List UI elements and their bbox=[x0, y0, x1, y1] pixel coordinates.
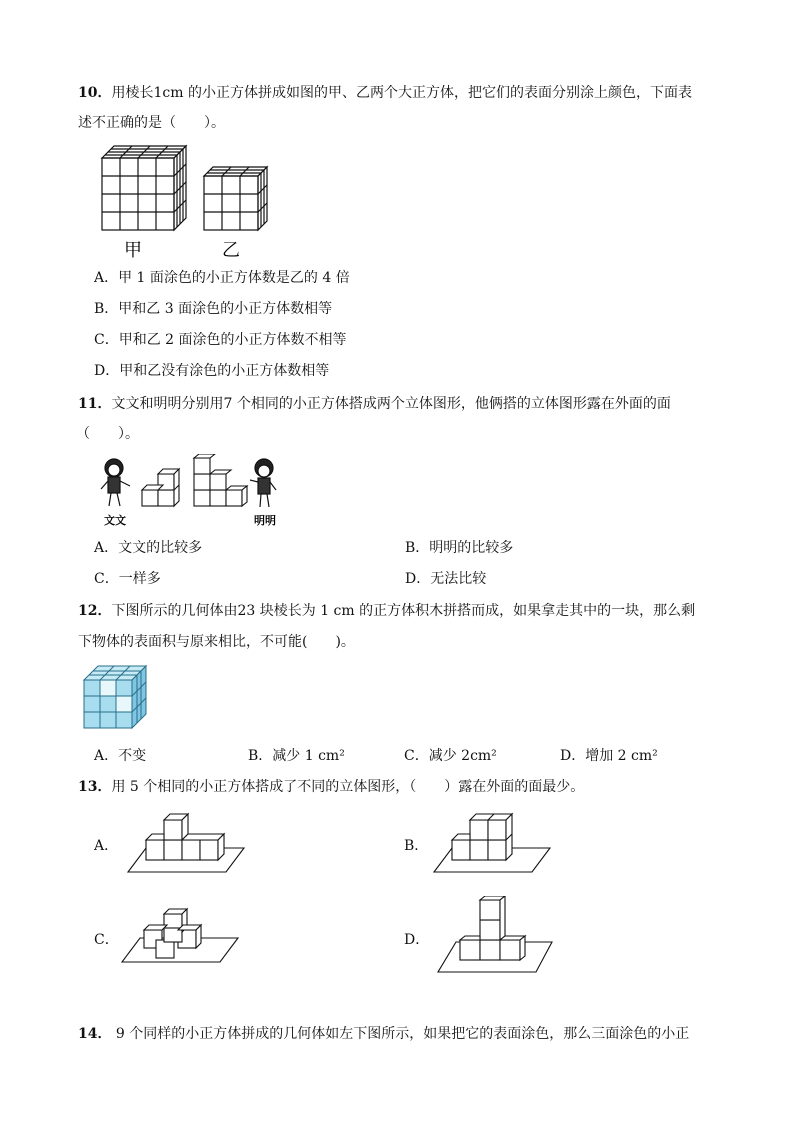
q11-option-c: C．一样多 bbox=[94, 571, 161, 587]
q10-line1 bbox=[78, 83, 692, 103]
q13-option-c-label: C． bbox=[94, 932, 119, 948]
girl-icon bbox=[101, 459, 130, 506]
q13-option-b-label: B． bbox=[404, 838, 429, 854]
q13-line1 bbox=[78, 777, 584, 797]
q11-line2: （ ）。 bbox=[76, 426, 139, 442]
q12-option-d: D．增加 2 cm² bbox=[560, 748, 658, 764]
q12-option-c: C．减少 2cm² bbox=[404, 748, 497, 764]
q11-option-b: B．明明的比较多 bbox=[405, 540, 514, 556]
q10-option-b: B．甲和乙 3 面涂色的小正方体数相等 bbox=[94, 301, 333, 317]
q12-stem: 下图所示的几何体由23 块棱长为 1 cm 的正方体积木拼搭而成，如果拿走其中的一块，那么剩 bbox=[111, 603, 696, 619]
q10-line2: 述不正确的是（ ）。 bbox=[78, 115, 225, 131]
q11-figure bbox=[96, 454, 286, 532]
q14-number: 14． bbox=[78, 1026, 112, 1042]
q13-option-d-label: D． bbox=[404, 932, 430, 948]
q10-option-a: A．甲 1 面涂色的小正方体数是乙的 4 倍 bbox=[94, 270, 350, 286]
q13-figure-a bbox=[126, 812, 246, 874]
q12-option-b: B．减少 1 cm² bbox=[248, 748, 345, 764]
q13-figure-c bbox=[120, 906, 240, 968]
q10-label-yi: 乙 bbox=[222, 240, 240, 260]
q13-option-a-label: A． bbox=[94, 838, 119, 854]
q12-number: 12． bbox=[78, 603, 112, 619]
q14-line1 bbox=[78, 1024, 689, 1044]
q11-name-mingming: 明明 bbox=[254, 514, 276, 527]
q11-stem: 文文和明明分别用7 个相同的小正方体搭成两个立体图形，他俩搭的立体图形露在外面的面 bbox=[111, 396, 671, 412]
q14-stem: 9 个同样的小正方体拼成的几何体如左下图所示，如果把它的表面涂色，那么三面涂色的小正 bbox=[111, 1026, 690, 1042]
q13-number: 13． bbox=[78, 779, 112, 795]
q11-name-wenwen: 文文 bbox=[104, 514, 126, 527]
q10-number: 10． bbox=[78, 85, 112, 101]
q11-number: 11． bbox=[78, 396, 112, 412]
q13-figure-d bbox=[436, 896, 556, 976]
q10-label-jia: 甲 bbox=[124, 240, 142, 260]
q11-option-a: A．文文的比较多 bbox=[94, 540, 203, 556]
q12-line1 bbox=[78, 601, 695, 621]
q13-figure-b bbox=[432, 812, 552, 874]
q10-option-d: D．甲和乙没有涂色的小正方体数相等 bbox=[94, 363, 330, 379]
q11-option-d: D．无法比较 bbox=[405, 571, 487, 587]
q12-line2: 下物体的表面积与原来相比，不可能( )。 bbox=[78, 634, 355, 650]
q10-stem: 用棱长1cm 的小正方体拼成如图的甲、乙两个大正方体，把它们的表面分别涂上颜色，下面表 bbox=[111, 85, 692, 101]
q13-stem: 用 5 个相同的小正方体搭成了不同的立体图形，（ ）露在外面的面最少。 bbox=[111, 779, 585, 795]
boy-icon bbox=[250, 459, 276, 507]
q10-option-c: C．甲和乙 2 面涂色的小正方体数不相等 bbox=[94, 332, 347, 348]
q11-line1 bbox=[78, 394, 671, 414]
q12-figure bbox=[82, 664, 152, 732]
q12-option-a: A．不变 bbox=[94, 748, 147, 764]
q10-figure bbox=[98, 142, 278, 260]
